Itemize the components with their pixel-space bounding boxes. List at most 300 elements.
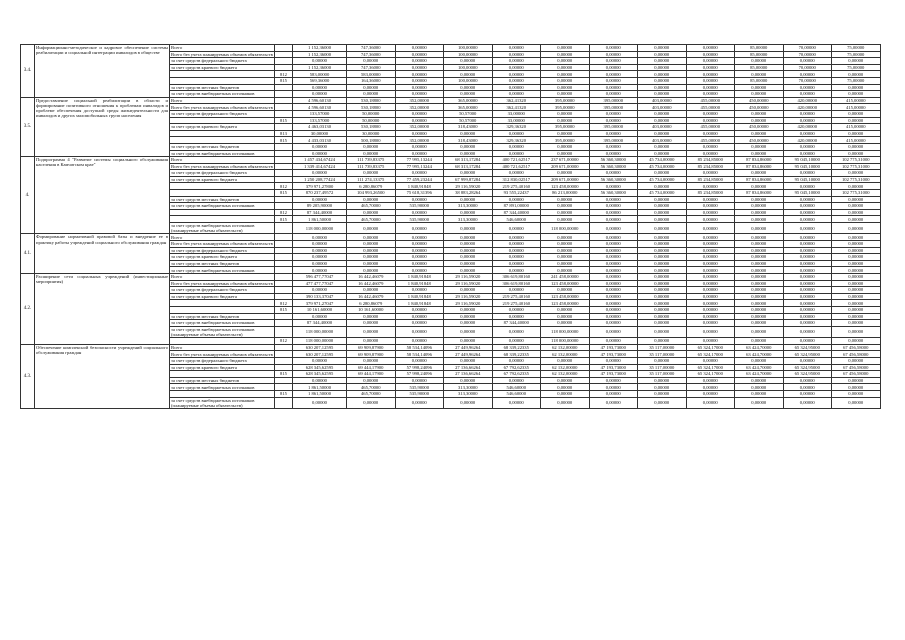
amount-cell: 0,00000 <box>638 384 687 391</box>
amount-cell: 395,00000 <box>589 104 638 111</box>
amount-cell: 0,00000 <box>444 223 493 234</box>
amount-cell: 56 360,30000 <box>589 176 638 183</box>
amount-cell: 0,00000 <box>832 209 881 216</box>
row-index: 3.5. <box>21 97 35 156</box>
amount-cell: 0,00000 <box>541 91 590 98</box>
amount-cell: 85 234,85000 <box>686 163 735 170</box>
amount-cell: 56 360,30000 <box>589 190 638 197</box>
amount-cell: 313,30000 <box>444 390 493 397</box>
amount-cell: 0,00000 <box>395 306 444 313</box>
measure-description: Формирование нормативной правовой базы и внедрение ее в практику работы учреждений социального обслуживания граждан <box>35 234 170 274</box>
amount-cell: 0,00000 <box>347 338 396 345</box>
budget-code: 815 <box>275 117 293 124</box>
funding-source: за счет средств местных бюджетов <box>170 143 275 150</box>
budget-code <box>275 320 293 327</box>
amount-cell: 95 045,10000 <box>783 176 832 183</box>
amount-cell: 0,00000 <box>444 287 493 294</box>
amount-cell: 118 000,00000 <box>541 223 590 234</box>
amount-cell: 10 161,60000 <box>293 306 347 313</box>
amount-cell: 352,00000 <box>395 104 444 111</box>
amount-cell: 0,00000 <box>686 260 735 267</box>
amount-cell: 6 280,86079 <box>347 300 396 307</box>
amount-cell: 67 792,62335 <box>492 364 541 371</box>
amount-cell: 0,00000 <box>638 287 687 294</box>
amount-cell: 0,00000 <box>686 143 735 150</box>
amount-cell: 75,00000 <box>832 51 881 58</box>
amount-cell: 0,00000 <box>541 247 590 254</box>
amount-cell: 27 136,66264 <box>444 371 493 378</box>
amount-cell: 219 275,40160 <box>492 293 541 300</box>
amount-cell: 0,00000 <box>293 377 347 384</box>
funding-source <box>170 338 275 345</box>
amount-cell: 0,00000 <box>832 260 881 267</box>
amount-cell: 0,00000 <box>395 117 444 124</box>
amount-cell: 0,00000 <box>541 241 590 248</box>
amount-cell: 0,00000 <box>444 306 493 313</box>
budget-code <box>275 157 293 164</box>
amount-cell: 0,00000 <box>735 397 784 408</box>
amount-cell: 0,00000 <box>686 196 735 203</box>
amount-cell: 0,00000 <box>638 306 687 313</box>
amount-cell: 0,00000 <box>541 170 590 177</box>
amount-cell: 546,60000 <box>492 384 541 391</box>
amount-cell: 450,00000 <box>735 97 784 104</box>
amount-cell: 0,00000 <box>589 183 638 190</box>
table-row <box>21 97 881 104</box>
amount-cell: 0,00000 <box>395 313 444 320</box>
amount-cell: 0,00000 <box>492 338 541 345</box>
budget-code <box>275 293 293 300</box>
amount-cell: 0,00000 <box>686 223 735 234</box>
funding-source: Всего без учета планируемых объемов обязательств <box>171 241 273 247</box>
amount-cell: 0,00000 <box>589 293 638 300</box>
amount-cell: 465,70000 <box>347 203 396 210</box>
row-index: 4.1. <box>21 234 35 274</box>
amount-cell: 0,00000 <box>735 300 784 307</box>
amount-cell: 0,00000 <box>686 45 735 52</box>
amount-cell: 535,90000 <box>395 384 444 391</box>
amount-cell: 0,00000 <box>832 216 881 223</box>
amount-cell: 0,00000 <box>783 357 832 364</box>
amount-cell: 455,00000 <box>686 137 735 144</box>
budget-code <box>275 351 293 358</box>
budget-code <box>275 260 293 267</box>
amount-cell: 0,00000 <box>541 77 590 84</box>
table-row <box>21 274 881 281</box>
amount-cell: 0,00000 <box>735 320 784 327</box>
amount-cell: 313,30000 <box>444 216 493 223</box>
amount-cell: 0,00000 <box>638 84 687 91</box>
amount-cell: 0,00000 <box>686 91 735 98</box>
amount-cell: 747,36000 <box>347 64 396 71</box>
amount-cell: 50,57000 <box>444 110 493 117</box>
budget-code <box>275 267 293 274</box>
amount-cell: 0,00000 <box>492 77 541 84</box>
amount-cell: 0,00000 <box>444 313 493 320</box>
amount-cell: 0,00000 <box>347 84 396 91</box>
amount-cell: 747,36000 <box>347 45 396 52</box>
amount-cell: 546,60000 <box>492 390 541 397</box>
amount-cell: 450,00000 <box>735 104 784 111</box>
amount-cell: 0,00000 <box>293 267 347 274</box>
budget-code <box>275 280 293 287</box>
amount-cell: 0,00000 <box>832 170 881 177</box>
budget-code: 812 <box>275 300 293 307</box>
funding-source: за счет средств внебюджетных источников <box>170 91 275 98</box>
budget-code <box>275 326 293 337</box>
amount-cell: 0,00000 <box>686 280 735 287</box>
amount-cell: 0,00000 <box>735 247 784 254</box>
amount-cell: 38 883,28264 <box>444 190 493 197</box>
funding-source <box>170 183 275 190</box>
amount-cell: 0,00000 <box>589 254 638 261</box>
amount-cell: 118 000,00000 <box>293 338 347 345</box>
amount-cell: 0,00000 <box>638 196 687 203</box>
funding-source: за счет средств внебюджетных источников <box>170 320 275 327</box>
amount-cell: 68 313,17284 <box>444 157 493 164</box>
amount-cell: 118 000,00000 <box>541 326 590 337</box>
amount-cell: 0,00000 <box>686 71 735 78</box>
amount-cell: 0,00000 <box>444 196 493 203</box>
amount-cell: 329,36320 <box>492 137 541 144</box>
amount-cell: 403,00000 <box>638 124 687 131</box>
amount-cell: 0,00000 <box>589 234 638 241</box>
amount-cell: 0,00000 <box>638 293 687 300</box>
amount-cell: 318,43000 <box>444 124 493 131</box>
amount-cell: 0,00000 <box>638 130 687 137</box>
amount-cell: 85,00000 <box>735 77 784 84</box>
amount-cell: 0,00000 <box>541 384 590 391</box>
funding-source: за счет средств местных бюджетов <box>170 377 275 384</box>
amount-cell: 0,00000 <box>444 150 493 157</box>
amount-cell: 35 117,00000 <box>638 351 687 358</box>
amount-cell: 68 339,22335 <box>492 344 541 351</box>
amount-cell: 1 457 434,67424 <box>293 157 347 164</box>
amount-cell: 67 999,87284 <box>444 176 493 183</box>
amount-cell: 1 840,91848 <box>395 280 444 287</box>
amount-cell: 0,00000 <box>541 150 590 157</box>
amount-cell: 0,00000 <box>686 357 735 364</box>
amount-cell: 0,00000 <box>686 300 735 307</box>
budget-code: 815 <box>275 216 293 223</box>
funding-source: Всего <box>170 97 275 104</box>
amount-cell: 65 324,17000 <box>686 344 735 351</box>
amount-cell: 50,57000 <box>444 117 493 124</box>
budget-code <box>275 150 293 157</box>
amount-cell: 164,36000 <box>347 77 396 84</box>
amount-cell: 0,00000 <box>638 150 687 157</box>
amount-cell: 0,00000 <box>832 143 881 150</box>
funding-source <box>170 306 275 313</box>
amount-cell: 0,00000 <box>783 280 832 287</box>
amount-cell: 870 237,49572 <box>293 190 347 197</box>
amount-cell: 63 424,70000 <box>735 351 784 358</box>
amount-cell: 0,00000 <box>832 110 881 117</box>
amount-cell: 27 136,66264 <box>444 364 493 371</box>
funding-source: Всего без учета планируемых объемов обязательств <box>171 104 273 110</box>
funding-source: Всего без учета планируемых объемов обязательств <box>171 280 273 286</box>
amount-cell: 87 344,40000 <box>492 209 541 216</box>
amount-cell: 27 449,96264 <box>444 351 493 358</box>
amount-cell: 0,00000 <box>347 313 396 320</box>
amount-cell: 0,00000 <box>541 357 590 364</box>
amount-cell: 450,00000 <box>735 124 784 131</box>
amount-cell: 0,00000 <box>735 203 784 210</box>
amount-cell: 0,00000 <box>783 300 832 307</box>
amount-cell: 0,00000 <box>541 377 590 384</box>
amount-cell: 0,00000 <box>638 241 687 248</box>
amount-cell: 0,00000 <box>735 377 784 384</box>
amount-cell: 85 234,85000 <box>686 176 735 183</box>
amount-cell: 0,00000 <box>638 254 687 261</box>
amount-cell: 0,00000 <box>589 51 638 58</box>
amount-cell: 0,00000 <box>638 397 687 408</box>
amount-cell: 0,00000 <box>492 64 541 71</box>
amount-cell: 569,36000 <box>293 77 347 84</box>
amount-cell: 0,00000 <box>395 64 444 71</box>
funding-source: за счет средств краевого бюджета <box>170 254 275 261</box>
amount-cell: 0,00000 <box>783 216 832 223</box>
amount-cell: 0,00000 <box>589 91 638 98</box>
amount-cell: 0,00000 <box>589 260 638 267</box>
amount-cell: 69 909,87900 <box>347 344 396 351</box>
amount-cell: 0,00000 <box>832 183 881 190</box>
amount-cell: 30,00000 <box>293 130 347 137</box>
amount-cell: 95 045,10000 <box>783 190 832 197</box>
funding-source <box>170 130 275 137</box>
amount-cell: 0,00000 <box>638 64 687 71</box>
amount-cell: 0,00000 <box>589 274 638 281</box>
amount-cell: 0,00000 <box>832 338 881 345</box>
amount-cell: 87 344,40000 <box>492 320 541 327</box>
amount-cell: 0,00000 <box>395 234 444 241</box>
amount-cell: 0,00000 <box>638 320 687 327</box>
amount-cell: 219 275,40160 <box>492 300 541 307</box>
amount-cell: 0,00000 <box>589 241 638 248</box>
amount-cell: 0,00000 <box>783 241 832 248</box>
amount-cell: 0,00000 <box>686 84 735 91</box>
amount-cell: 102 775,31000 <box>832 157 881 164</box>
amount-cell: 0,00000 <box>832 84 881 91</box>
amount-cell: 0,00000 <box>638 58 687 65</box>
amount-cell: 0,00000 <box>832 313 881 320</box>
amount-cell: 0,00000 <box>735 183 784 190</box>
amount-cell: 0,00000 <box>395 170 444 177</box>
funding-source: Всего без учета планируемых объемов обязательств <box>171 351 273 357</box>
amount-cell: 0,00000 <box>638 45 687 52</box>
amount-cell: 0,00000 <box>735 170 784 177</box>
amount-cell: 219 275,40160 <box>492 183 541 190</box>
amount-cell: 0,00000 <box>783 203 832 210</box>
budget-code <box>275 51 293 58</box>
measure-description: Обеспечение комплексной безопасности учреждений социального обслуживания граждан <box>35 344 170 408</box>
amount-cell: 0,00000 <box>347 150 396 157</box>
amount-cell: 123 458,00000 <box>541 280 590 287</box>
amount-cell: 0,00000 <box>638 183 687 190</box>
amount-cell: 0,00000 <box>783 110 832 117</box>
amount-cell: 0,00000 <box>686 338 735 345</box>
amount-cell: 0,00000 <box>492 377 541 384</box>
amount-cell: 0,00000 <box>735 143 784 150</box>
amount-cell: 0,00000 <box>347 247 396 254</box>
amount-cell: 0,00000 <box>541 390 590 397</box>
funding-source: за счет средств внебюджетных источников (планируемые объемы обязательств) <box>170 397 275 408</box>
amount-cell: 0,00000 <box>832 130 881 137</box>
amount-cell: 0,00000 <box>832 384 881 391</box>
amount-cell: 0,00000 <box>783 209 832 216</box>
amount-cell: 0,00000 <box>541 209 590 216</box>
measure-description: Расширение сети социальных учреждений (инвестиционные мероприятия) <box>35 274 170 345</box>
funding-source: Всего <box>170 344 275 351</box>
amount-cell: 420,00000 <box>783 124 832 131</box>
amount-cell: 0,00000 <box>832 58 881 65</box>
amount-cell: 0,00000 <box>638 77 687 84</box>
amount-cell: 70,00000 <box>783 51 832 58</box>
amount-cell: 0,00000 <box>589 130 638 137</box>
amount-cell: 0,00000 <box>832 196 881 203</box>
amount-cell: 0,00000 <box>589 203 638 210</box>
amount-cell: 45 734,00000 <box>638 163 687 170</box>
measure-description: Предоставление социальной реабилитации в области и формирование позитивного отношения к проблемам инвалидов и проблеме обеспечения доступной среды жизнедеятельности для инвалидов и других маломобильных групп населения <box>35 97 170 156</box>
funding-source: Всего <box>170 274 275 281</box>
amount-cell: 0,00000 <box>783 234 832 241</box>
row-index: 4.3. <box>21 344 35 408</box>
amount-cell: 0,00000 <box>638 143 687 150</box>
amount-cell: 0,00000 <box>395 77 444 84</box>
amount-cell: 45 734,00000 <box>638 176 687 183</box>
amount-cell: 85,00000 <box>735 45 784 52</box>
amount-cell: 403,00000 <box>638 104 687 111</box>
amount-cell: 0,00000 <box>832 254 881 261</box>
amount-cell: 0,00000 <box>589 326 638 337</box>
funding-source: за счет средств федерального бюджета <box>170 357 275 364</box>
funding-source: за счет средств краевого бюджета <box>170 176 275 183</box>
amount-cell: 0,00000 <box>444 267 493 274</box>
amount-cell: 111 274,13375 <box>347 176 396 183</box>
amount-cell: 57 998,24096 <box>395 364 444 371</box>
amount-cell: 0,00000 <box>444 91 493 98</box>
amount-cell: 0,00000 <box>444 130 493 137</box>
funding-source <box>170 300 275 307</box>
amount-cell: 35 117,00000 <box>638 364 687 371</box>
amount-cell: 87 344,40000 <box>293 320 347 327</box>
amount-cell: 0,00000 <box>444 58 493 65</box>
amount-cell: 0,00000 <box>347 58 396 65</box>
amount-cell: 0,00000 <box>395 196 444 203</box>
amount-cell: 0,00000 <box>783 247 832 254</box>
amount-cell: 0,00000 <box>735 84 784 91</box>
amount-cell: 0,00000 <box>293 150 347 157</box>
funding-source: за счет средств внебюджетных источников <box>170 203 275 210</box>
amount-cell: 0,00000 <box>686 58 735 65</box>
amount-cell: 0,00000 <box>638 170 687 177</box>
amount-cell: 0,00000 <box>735 357 784 364</box>
amount-cell: 465,70000 <box>347 390 396 397</box>
amount-cell: 35 117,00000 <box>638 371 687 378</box>
amount-cell: 0,00000 <box>686 209 735 216</box>
amount-cell: 4 596,60130 <box>293 104 347 111</box>
amount-cell: 0,00000 <box>293 143 347 150</box>
amount-cell: 0,00000 <box>686 150 735 157</box>
amount-cell: 0,00000 <box>783 84 832 91</box>
amount-cell: 70,00000 <box>783 45 832 52</box>
amount-cell: 400 721,62517 <box>492 157 541 164</box>
budget-code: 812 <box>275 338 293 345</box>
amount-cell: 0,00000 <box>783 267 832 274</box>
amount-cell: 0,00000 <box>832 287 881 294</box>
funding-source: Всего <box>170 234 275 241</box>
amount-cell: 0,00000 <box>444 338 493 345</box>
budget-code <box>275 377 293 384</box>
amount-cell: 0,00000 <box>686 390 735 397</box>
amount-cell: 0,00000 <box>686 247 735 254</box>
amount-cell: 0,00000 <box>395 338 444 345</box>
amount-cell: 415,00000 <box>832 97 881 104</box>
amount-cell: 0,00000 <box>735 216 784 223</box>
amount-cell: 0,00000 <box>541 110 590 117</box>
amount-cell: 100,00000 <box>444 64 493 71</box>
amount-cell: 100,00000 <box>444 45 493 52</box>
amount-cell: 0,00000 <box>686 320 735 327</box>
amount-cell: 0,00000 <box>541 260 590 267</box>
amount-cell: 630 207,12595 <box>293 351 347 358</box>
amount-cell: 209 671,00000 <box>541 176 590 183</box>
amount-cell: 0,00000 <box>347 254 396 261</box>
amount-cell: 0,00000 <box>686 77 735 84</box>
amount-cell: 477 477,77047 <box>293 280 347 287</box>
amount-cell: 63 424,70000 <box>735 364 784 371</box>
amount-cell: 1 250 208,77424 <box>293 176 347 183</box>
amount-cell: 0,00000 <box>638 247 687 254</box>
amount-cell: 0,00000 <box>589 397 638 408</box>
budget-code: 815 <box>275 190 293 197</box>
amount-cell: 0,00000 <box>638 390 687 397</box>
amount-cell: 75,00000 <box>832 45 881 52</box>
amount-cell: 0,00000 <box>783 326 832 337</box>
amount-cell: 87 834,86000 <box>735 163 784 170</box>
amount-cell: 0,00000 <box>541 254 590 261</box>
amount-cell: 89 205,90000 <box>293 203 347 210</box>
funding-source: за счет средств краевого бюджета <box>170 64 275 71</box>
amount-cell: 0,00000 <box>589 45 638 52</box>
funding-source: за счет средств внебюджетных источников (планируемые объемы обязательств) <box>170 326 275 337</box>
amount-cell: 1 861,50000 <box>293 216 347 223</box>
amount-cell: 0,00000 <box>444 143 493 150</box>
budget-code <box>275 196 293 203</box>
amount-cell: 420,00000 <box>783 104 832 111</box>
amount-cell: 104 993,26500 <box>347 190 396 197</box>
amount-cell: 58 534,14096 <box>395 351 444 358</box>
amount-cell: 0,00000 <box>783 196 832 203</box>
amount-cell: 0,00000 <box>395 150 444 157</box>
budget-code <box>275 357 293 364</box>
amount-cell: 0,00000 <box>686 216 735 223</box>
amount-cell: 0,00000 <box>444 397 493 408</box>
amount-cell: 0,00000 <box>492 150 541 157</box>
amount-cell: 306 619,80160 <box>492 274 541 281</box>
amount-cell: 62 132,00000 <box>541 344 590 351</box>
budget-code <box>275 274 293 281</box>
amount-cell: 118 000,00000 <box>541 338 590 345</box>
amount-cell: 63 424,70000 <box>735 371 784 378</box>
amount-cell: 0,00000 <box>832 247 881 254</box>
amount-cell: 58 534,14096 <box>395 344 444 351</box>
amount-cell: 0,00000 <box>444 377 493 384</box>
amount-cell: 535,90000 <box>395 390 444 397</box>
amount-cell: 45 734,00000 <box>638 190 687 197</box>
amount-cell: 395,00000 <box>589 137 638 144</box>
amount-cell: 630 207,12595 <box>293 344 347 351</box>
